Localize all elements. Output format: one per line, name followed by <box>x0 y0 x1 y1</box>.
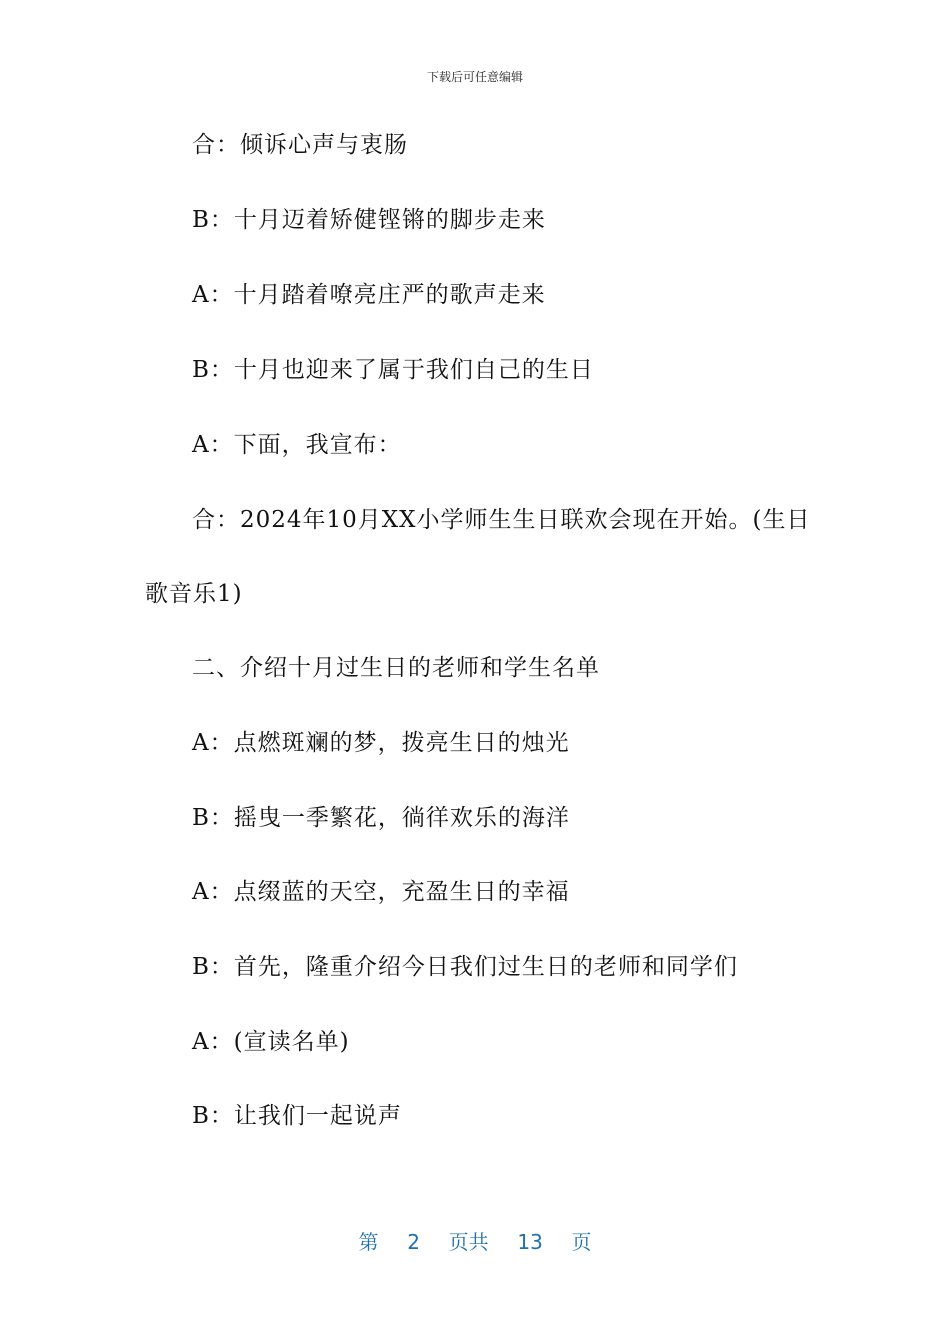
script-line-4: B：十月也迎来了属于我们自己的生日 <box>192 357 594 383</box>
script-line-1: 合：倾诉心声与衷肠 <box>192 132 408 158</box>
section-heading: 二、介绍十月过生日的老师和学生名单 <box>192 655 600 681</box>
script-line-10: A：点缀蓝的天空，充盈生日的幸福 <box>192 879 570 905</box>
script-line-3: A：十月踏着嘹亮庄严的歌声走来 <box>192 282 546 308</box>
script-line-6-continued: 歌音乐1) <box>145 581 243 607</box>
script-line-2: B：十月迈着矫健铿锵的脚步走来 <box>192 207 546 233</box>
script-line-6: 合：2024年10月XX小学师生生日联欢会现在开始。(生日 <box>192 507 811 533</box>
current-page-number: 2 <box>407 1230 420 1254</box>
page-prefix: 第 <box>358 1230 379 1254</box>
page-suffix: 页 <box>571 1230 592 1254</box>
script-line-11: B：首先，隆重介绍今日我们过生日的老师和同学们 <box>192 954 738 980</box>
page-footer <box>0 1226 950 1255</box>
script-line-5: A：下面，我宣布： <box>192 432 402 458</box>
script-line-13: B：让我们一起说声 <box>192 1103 402 1129</box>
page-mid: 页共 <box>448 1230 489 1254</box>
script-line-9: B：摇曳一季繁花，徜徉欢乐的海洋 <box>192 805 570 831</box>
total-pages-number: 13 <box>517 1230 543 1254</box>
header-note: 下载后可任意编辑 <box>426 70 523 84</box>
script-line-12: A：(宣读名单) <box>192 1029 350 1055</box>
script-line-8: A：点燃斑斓的梦，拨亮生日的烛光 <box>192 730 570 756</box>
